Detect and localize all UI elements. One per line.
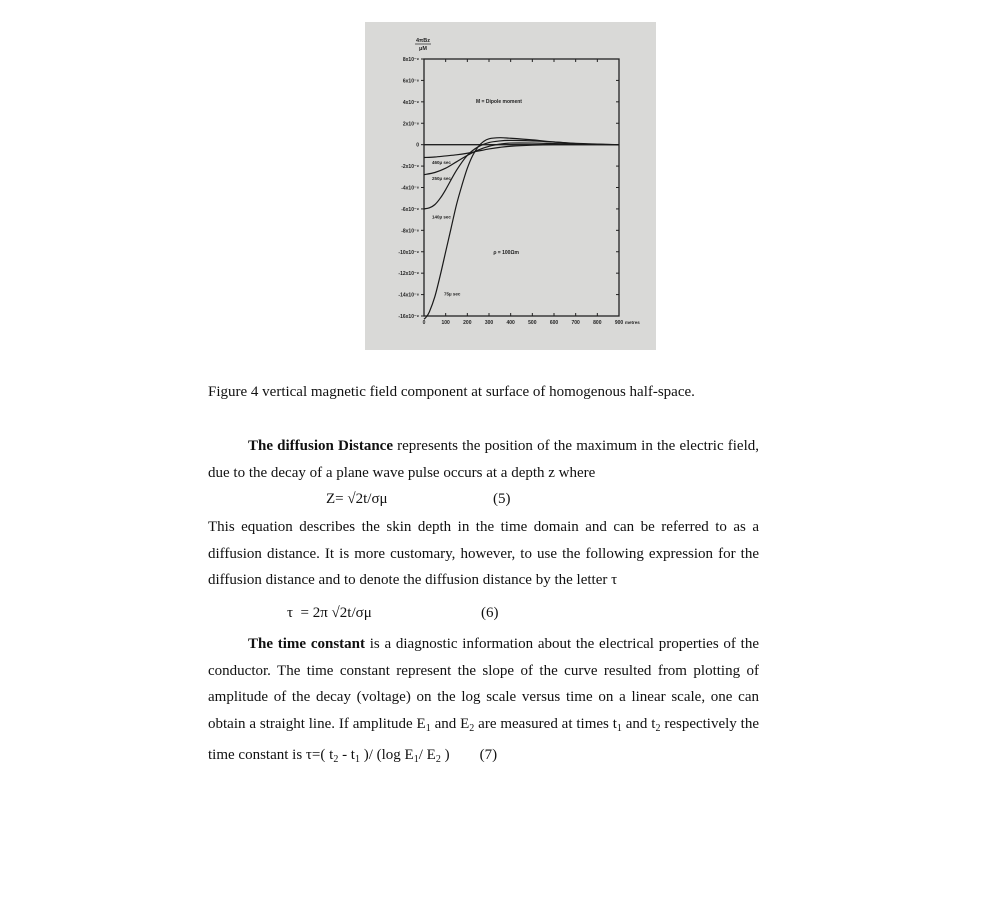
figure-4-chart [365, 22, 656, 350]
y-tick-label: -6x10⁻⁸ [401, 206, 419, 213]
y-tick-label: -8x10⁻⁸ [401, 228, 419, 235]
y-tick-label: 6x10⁻⁸ [402, 78, 419, 85]
subscript: 1 [354, 754, 360, 766]
x-axis-unit-label: metres [625, 320, 640, 325]
subscript: 1 [616, 722, 622, 734]
series-label: 75µ sec [444, 291, 461, 297]
paragraph-text: represents the position of the maximum in the electric field, due to the decay of a plane wave pulse occurs at a depth z where [208, 438, 760, 481]
series-label: 250µ sec [432, 176, 451, 182]
annotation-resistivity: ρ = 100Ωm [493, 249, 519, 256]
y-tick-label: -12x10⁻⁸ [398, 271, 419, 278]
series-line-2 [424, 140, 619, 209]
series-line-0 [424, 145, 619, 158]
x-tick-label: 500 [528, 320, 537, 326]
x-tick-label: 900 [614, 320, 624, 326]
subscript: 1 [413, 754, 419, 766]
x-tick-label: 300 [484, 320, 494, 326]
y-tick-label: -14x10⁻⁸ [398, 292, 419, 299]
equation-6-number: (6) [481, 605, 499, 621]
subscript: 2 [469, 722, 475, 734]
term-time-constant: The time constant [248, 636, 365, 652]
x-tick-label: 800 [593, 320, 602, 326]
chart-svg [365, 22, 656, 350]
x-tick-label: 400 [506, 320, 515, 326]
paragraph-text: / E [418, 747, 436, 764]
subscript: 2 [655, 722, 661, 734]
plot-frame [424, 59, 619, 316]
x-tick-label: 0 [422, 320, 426, 326]
subscript: 1 [425, 722, 431, 734]
y-tick-label: -2x10⁻⁸ [401, 164, 419, 171]
paragraph-text: )/ (log E [359, 747, 414, 764]
y-tick-label: 8x10⁻⁸ [402, 57, 419, 63]
y-tick-label: -16x10⁻⁸ [398, 314, 419, 320]
paragraph-diffusion-distance [208, 433, 759, 486]
y-tick-label: -4x10⁻⁸ [401, 185, 419, 192]
series-label: 460µ sec [432, 159, 451, 165]
paragraph-text: and t [621, 715, 656, 732]
y-tick-label: 0 [416, 142, 419, 149]
series-label: 140µ sec [432, 214, 451, 220]
figure-caption: Figure 4 vertical magnetic field component at surface of homogenous half-space. [208, 384, 695, 400]
term-diffusion-distance: The diffusion Distance [248, 438, 393, 454]
series-line-1 [424, 143, 619, 175]
equation-5-number: (5) [493, 491, 511, 507]
paragraph-text: is a diagnostic information about the electrical properties of the conductor. The time constant represent the slope of the curve resulted from plotting of amplitude of the decay (voltage) on the log scale versus time on a linear scale, one can obtain a straight line. If amplitude E [208, 636, 759, 732]
y-axis-label-numerator: 4πBz [416, 38, 430, 44]
y-tick-label: 4x10⁻⁸ [402, 99, 419, 106]
paragraph-time-constant [208, 631, 759, 774]
subscript: 2 [333, 754, 339, 766]
x-tick-label: 600 [549, 320, 559, 326]
annotation-dipole-moment: M = Dipole moment [476, 98, 522, 105]
paragraph-text: - t [338, 747, 355, 764]
x-tick-label: 200 [463, 320, 472, 326]
y-tick-label: 2x10⁻⁸ [402, 121, 419, 128]
subscript: 2 [435, 754, 441, 766]
paragraph-text: respectively the time constant is τ=( t [208, 715, 759, 764]
x-tick-label: 700 [571, 320, 580, 326]
paragraph-skin-depth: This equation describes the skin depth in the time domain and can be referred to as a diffusion distance. It is more customary, however, to use the following expression for the diffusion distance and to denote the diffusion distance by the letter τ [208, 519, 759, 589]
paragraph-text: ) [440, 747, 450, 764]
x-tick-label: 100 [441, 320, 450, 326]
paragraph-text: are measured at times t [474, 715, 617, 732]
equation-6: τ = 2π √2t/σμ [287, 605, 372, 621]
equation-7-number: (7) [479, 747, 498, 764]
paragraph-text: and E [430, 715, 470, 732]
y-tick-label: -10x10⁻⁸ [398, 249, 419, 256]
y-axis-label-denominator: μM [419, 46, 427, 52]
equation-5: Z= √2t/σμ [326, 491, 388, 507]
